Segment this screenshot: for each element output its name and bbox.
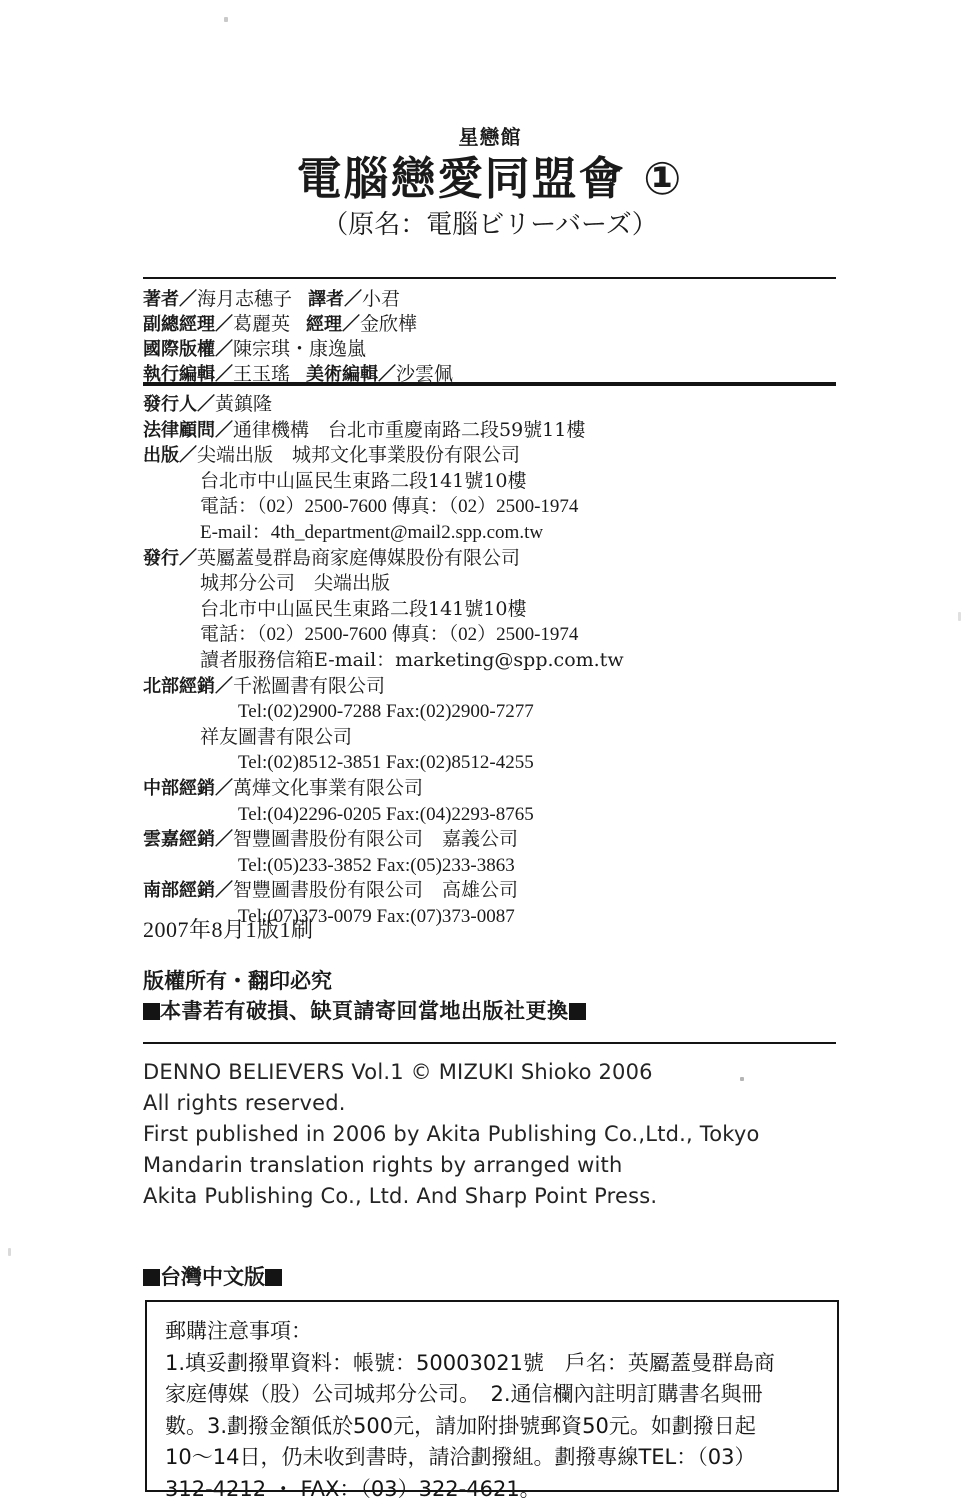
publisher-entry-continuation <box>143 750 903 776</box>
mail-order-heading: 郵購注意事項： <box>165 1316 827 1348</box>
english-copyright <box>143 1057 760 1212</box>
copyright-line: 版權所有・翻印必究 <box>143 966 586 996</box>
staff-person-name: 金欣樺 <box>360 313 417 335</box>
publisher-entry-continuation <box>143 725 903 751</box>
black-square-icon <box>265 1269 282 1286</box>
scan-speck-icon <box>224 17 228 22</box>
taiwan-edition-heading <box>143 1265 282 1289</box>
publisher-field-value: Tel:(02)8512-3851 Fax:(02)8512-4255 <box>238 752 534 773</box>
publisher-entry-continuation <box>143 699 903 725</box>
staff-row <box>143 287 863 312</box>
replacement-text: 本書若有破損、缺頁請寄回當地出版社更換 <box>160 999 569 1023</box>
divider-rule-bottom <box>143 1042 836 1044</box>
mail-order-line: 10～14日，仍未收到書時，請洽劃撥組。劃撥專線TEL：（03） <box>165 1442 827 1474</box>
publisher-field-value: 城邦分公司 尖端出版 <box>200 572 390 594</box>
publisher-field-label: 發行人／ <box>143 394 215 415</box>
black-square-icon <box>569 1003 586 1020</box>
publisher-entry-continuation <box>143 597 903 623</box>
publisher-entry <box>143 418 903 444</box>
staff-person-name: 小君 <box>362 288 400 310</box>
publisher-field-value: Tel:(05)233-3852 Fax:(05)233-3863 <box>238 855 515 876</box>
publisher-field-value: 祥友圖書有限公司 <box>200 726 352 748</box>
staff-role-label: 譯者／ <box>308 289 362 310</box>
staff-row <box>143 362 863 387</box>
title-block <box>0 126 980 242</box>
staff-person-name: 王玉瑤 <box>233 363 290 385</box>
staff-role-label: 著者／ <box>143 289 197 310</box>
scan-speck-icon <box>8 1248 11 1256</box>
publisher-field-value: 英屬蓋曼群島商家庭傳媒股份有限公司 <box>197 547 520 569</box>
publisher-entry-continuation <box>143 648 903 674</box>
publisher-field-value: 智豐圖書股份有限公司 嘉義公司 <box>233 828 518 850</box>
mail-order-content <box>147 1302 837 1505</box>
publisher-field-label: 發行／ <box>143 548 197 569</box>
page-title: 電腦戀愛同盟會 ① <box>0 154 980 204</box>
publisher-details <box>143 392 903 929</box>
publisher-field-value: 通律機構 台北市重慶南路二段59號11樓 <box>233 419 585 441</box>
rights-notice <box>143 966 586 1026</box>
publisher-entry <box>143 392 903 418</box>
black-square-icon <box>143 1269 160 1286</box>
publisher-entry-continuation <box>143 802 903 828</box>
publisher-entry-continuation <box>143 469 903 495</box>
publisher-field-value: E-mail：4th_department@mail2.spp.com.tw <box>200 522 543 543</box>
staff-row <box>143 337 863 362</box>
publisher-field-value: 讀者服務信箱E-mail：marketing@spp.com.tw <box>200 649 624 671</box>
publisher-field-value: 智豐圖書股份有限公司 高雄公司 <box>233 879 518 901</box>
publisher-field-value: Tel:(07)373-0079 Fax:(07)373-0087 <box>238 906 515 927</box>
english-copyright-line: Mandarin translation rights by arranged with <box>143 1150 760 1181</box>
taiwan-edition-text: 台灣中文版 <box>160 1265 265 1289</box>
publisher-field-value: 台北市中山區民生東路二段141號10樓 <box>200 598 526 620</box>
publisher-field-label: 中部經銷／ <box>143 778 233 799</box>
publisher-entry <box>143 878 903 904</box>
staff-role-label: 執行編輯／ <box>143 364 233 385</box>
english-copyright-line: First published in 2006 by Akita Publishing Co.,Ltd., Tokyo <box>143 1119 760 1150</box>
publisher-entry <box>143 443 903 469</box>
english-copyright-line: DENNO BELIEVERS Vol.1 © MIZUKI Shioko 2006 <box>143 1057 760 1088</box>
publisher-field-value: 尖端出版 城邦文化事業股份有限公司 <box>197 444 520 466</box>
staff-person-name: 沙雲佩 <box>396 363 453 385</box>
publisher-field-label: 法律顧問／ <box>143 420 233 441</box>
publisher-field-value: 千淞圖書有限公司 <box>233 675 385 697</box>
english-copyright-line: Akita Publishing Co., Ltd. And Sharp Point Press. <box>143 1181 760 1212</box>
staff-person-name: 葛麗英 <box>233 313 290 335</box>
publisher-field-value: 電話：（02）2500-7600 傳真：（02）2500-1974 <box>200 496 578 517</box>
publisher-entry <box>143 546 903 572</box>
publisher-entry <box>143 827 903 853</box>
publisher-field-value: 電話：（02）2500-7600 傳真：（02）2500-1974 <box>200 624 578 645</box>
scan-speck-icon <box>958 612 961 621</box>
publisher-field-value: 台北市中山區民生東路二段141號10樓 <box>200 470 526 492</box>
publisher-entry-continuation <box>143 622 903 648</box>
staff-role-label: 國際版權／ <box>143 339 233 360</box>
print-date: 2007年8月1版1刷 <box>143 913 314 944</box>
black-square-icon <box>143 1003 160 1020</box>
publisher-field-value: 黃鎮隆 <box>215 393 272 415</box>
publisher-field-label: 南部經銷／ <box>143 880 233 901</box>
mail-order-box <box>145 1300 839 1492</box>
publisher-field-value: Tel:(04)2296-0205 Fax:(04)2293-8765 <box>238 804 534 825</box>
divider-rule-top <box>143 277 836 279</box>
imprint-label: 星戀館 <box>0 126 980 148</box>
staff-role-label: 副總經理／ <box>143 314 233 335</box>
staff-credits <box>143 287 863 387</box>
publisher-field-value: 萬燁文化事業有限公司 <box>233 777 423 799</box>
staff-person-name: 海月志穗子 <box>197 288 292 310</box>
staff-row <box>143 312 863 337</box>
publisher-field-label: 北部經銷／ <box>143 676 233 697</box>
staff-person-name: 陳宗琪・康逸嵐 <box>233 338 366 360</box>
publisher-field-label: 雲嘉經銷／ <box>143 829 233 850</box>
mail-order-line: 數。3.劃撥金額低於500元，請加附掛號郵資50元。如劃撥日起 <box>165 1411 827 1443</box>
publisher-field-label: 出版／ <box>143 445 197 466</box>
publisher-entry-continuation <box>143 853 903 879</box>
staff-role-label: 美術編輯／ <box>306 364 396 385</box>
replacement-line <box>143 996 586 1026</box>
publisher-entry <box>143 674 903 700</box>
publisher-field-value: Tel:(02)2900-7288 Fax:(02)2900-7277 <box>238 701 534 722</box>
english-copyright-line: All rights reserved. <box>143 1088 760 1119</box>
publisher-entry-continuation <box>143 494 903 520</box>
mail-order-line: 312-4212 ・ FAX：（03）322-4621。 <box>165 1474 827 1505</box>
mail-order-line: 1.填妥劃撥單資料：帳號：50003021號 戶名：英屬蓋曼群島商 <box>165 1348 827 1380</box>
mail-order-line: 家庭傳媒（股）公司城邦分公司。 2.通信欄內註明訂購書名與冊 <box>165 1379 827 1411</box>
original-title: （原名：電腦ビリーバーズ） <box>0 210 980 241</box>
publisher-entry-continuation <box>143 520 903 546</box>
staff-role-label: 經理／ <box>306 314 360 335</box>
publisher-entry-continuation <box>143 571 903 597</box>
publisher-entry <box>143 776 903 802</box>
